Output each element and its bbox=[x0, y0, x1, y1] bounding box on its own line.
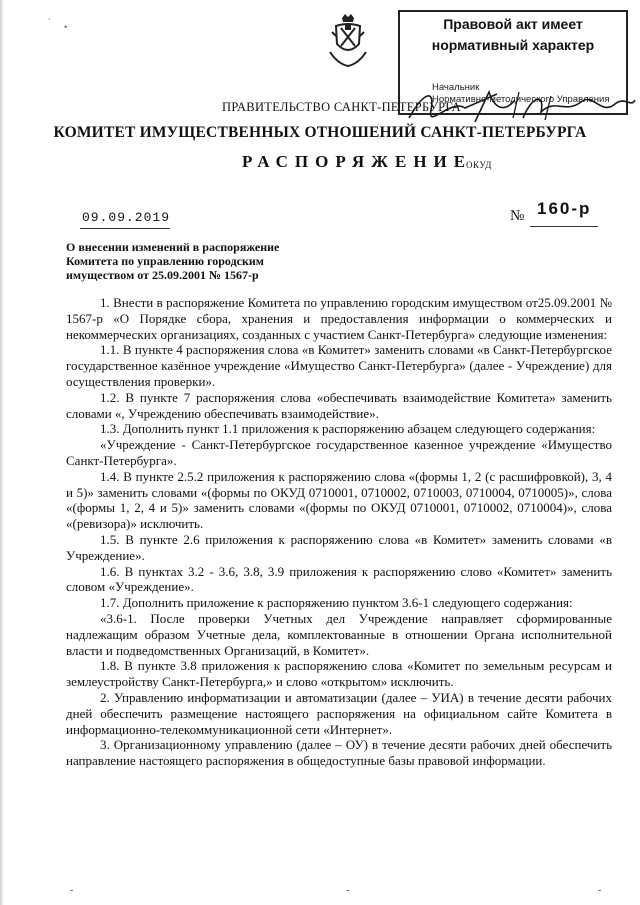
paragraph-1-1: 1.1. В пункте 4 распоряжения слова «в Комитет» заменить словами «в Санкт-Петербургское государственное казённое учреждение «Имущество Санкт-Петербурга» (далее - Учреждение) для осуществления проверки». bbox=[66, 342, 612, 389]
document-body bbox=[66, 295, 612, 769]
number-underline bbox=[530, 226, 598, 227]
subject-line: О внесении изменений в распоряжение bbox=[66, 240, 280, 254]
paragraph-1-7: 1.7. Дополнить приложение к распоряжению пунктом 3.6-1 следующего содержания: bbox=[100, 595, 573, 611]
scan-mark: - bbox=[598, 885, 602, 896]
document-type: РАСПОРЯЖЕНИЕ bbox=[242, 152, 473, 171]
paragraph-3: 3. Организационному управлению (далее – ОУ) в течение десяти рабочих дней обеспечить направление настоящего распоряжения в общедоступные базы правовой информации. bbox=[66, 737, 612, 769]
paragraph-1-6: 1.6. В пунктах 3.2 - 3.6, 3.8, 3.9 приложения к распоряжению слово «Комитет» заменить словом «Учреждение». bbox=[66, 563, 612, 595]
paragraph-1-4: 1.4. В пункте 2.5.2 приложения к распоряжению слова «(формы 1, 2 (с расшифровкой), 3, 4 и 5)» заменить словами «(формы по ОКУД 0710001, 0710002, 0710003, 0710004, 0710005)», слова «(формы 1, 2, 4 и 5)» заменить словами «(формы по ОКУД 0710001, 0710002, 0710004)», слова «(ревизора)» исключить. bbox=[66, 468, 612, 532]
paragraph-2: 2. Управлению информатизации и автоматизации (далее – УИА) в течение десяти рабочих дней обеспечить размещение настоящего распоряжения на официальном сайте Комитета в информационно-телекоммуникационной сети «Интернет». bbox=[66, 689, 612, 737]
subject-line: имуществом от 25.09.2001 № 1567-р bbox=[66, 268, 259, 282]
number-sign: № bbox=[510, 208, 525, 224]
coat-of-arms-emblem bbox=[328, 12, 368, 68]
scan-speck: • bbox=[64, 22, 68, 32]
paragraph-1-3: 1.3. Дополнить пункт 1.1 приложения к распоряжению абзацем следующего содержания: bbox=[100, 421, 596, 437]
committee-name: КОМИТЕТ ИМУЩЕСТВЕННЫХ ОТНОШЕНИЙ САНКТ-ПЕТЕРБУРГА bbox=[53, 124, 587, 141]
stamp-line-2: нормативный характер bbox=[431, 37, 595, 53]
scan-mark: - bbox=[346, 885, 350, 896]
scan-speck: · bbox=[48, 14, 51, 24]
paragraph-1-8: 1.8. В пункте 3.8 приложения к распоряжению слова «Комитет по земельным ресурсам и землеустройству Санкт-Петербурга,» и слово «открытом» исключить. bbox=[66, 658, 612, 690]
government-name: ПРАВИТЕЛЬСТВО САНКТ-ПЕТЕРБУРГА bbox=[222, 100, 461, 114]
document-date: 09.09.2019 bbox=[82, 210, 171, 225]
document-number: 160-р bbox=[537, 199, 592, 218]
paragraph-1-3-quote: «Учреждение - Санкт-Петербургское государственное казенное учреждение «Имущество Санкт-Петербурга». bbox=[66, 437, 612, 468]
paragraph-1-2: 1.2. В пункте 7 распоряжения слова «обеспечивать взаимодействие Комитета» заменить словами «, Учреждению обеспечивать взаимодействие». bbox=[66, 389, 612, 421]
subject-line: Комитета по управлению городским bbox=[66, 254, 264, 268]
document-subject bbox=[66, 240, 366, 282]
stamp-position-department: Нормативно-методического Управления bbox=[432, 94, 610, 105]
scan-mark: - bbox=[70, 885, 74, 896]
paragraph-1: 1. Внести в распоряжение Комитета по управлению городским имуществом от25.09.2001 № 1567-р «О Порядке сбора, хранения и предоставления информации о коммерческих и некоммерческих организациях, созданных с участием Санкт-Петербурга» следующие изменения: bbox=[66, 295, 612, 342]
okud-label: ОКУД bbox=[466, 160, 492, 170]
date-underline bbox=[80, 228, 170, 229]
stamp-line-1: Правовой акт имеет bbox=[443, 16, 583, 32]
stamp-position-title: Начальник bbox=[432, 82, 480, 93]
paragraph-1-7-quote: «3.6-1. После проверки Учетных дел Учреждение направляет сформированные надлежащим образом Учетные дела, комплектованные в отношении Органа исполнительной власти и подведомственных Организаций, в Комитет». bbox=[66, 610, 612, 658]
paragraph-1-5: 1.5. В пункте 2.6 приложения к распоряжению слова «в Комитет» заменить словами «в Учреждение». bbox=[66, 531, 612, 563]
